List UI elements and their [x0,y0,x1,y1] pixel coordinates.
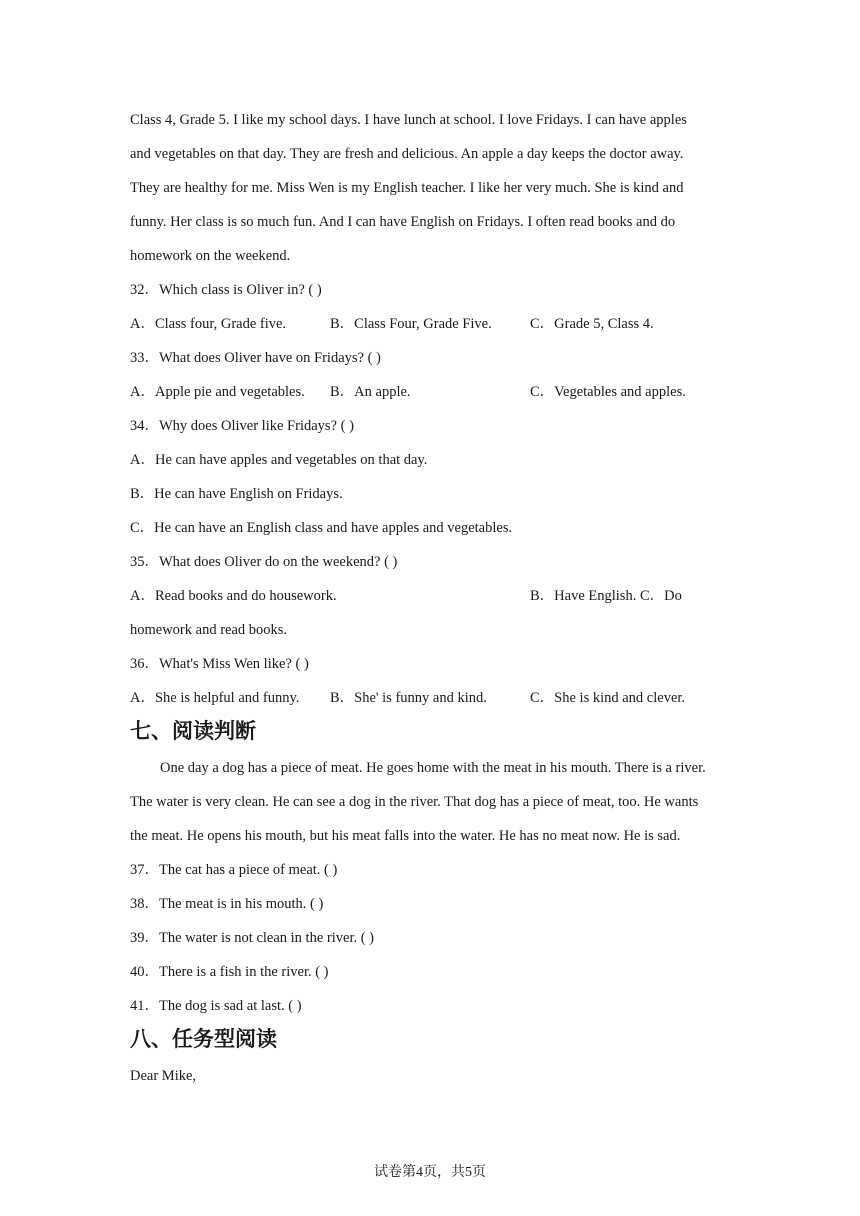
option-a: A．Class four, Grade five. [130,316,287,332]
section-8-heading: 八、任务型阅读 [130,1027,277,1051]
section-7-heading: 七、阅读判断 [130,719,256,743]
passage-line: the meat. He opens his mouth, but his meat falls into the water. He has no meat now. He is sad. [130,828,681,844]
option-a: A．Read books and do housework. [130,588,337,604]
option-b-c: B．Have English. C．Do [530,588,682,604]
question-36: 36．What's Miss Wen like? ( ) [130,656,309,672]
passage-line: One day a dog has a piece of meat. He goes home with the meat in his mouth. There is a river. [160,760,706,776]
question-40: 40．There is a fish in the river. ( ) [130,964,329,980]
option-a: A．She is helpful and funny. [130,690,300,706]
question-32: 32．Which class is Oliver in? ( ) [130,282,322,298]
option-a: A．He can have apples and vegetables on that day. [130,452,428,468]
option-c: C．She is kind and clever. [530,690,686,706]
question-33-options [130,382,770,416]
passage-line: and vegetables on that day. They are fresh and delicious. An apple a day keeps the doctor away. [130,146,684,162]
passage-line: funny. Her class is so much fun. And I can have English on Fridays. I often read books and do [130,214,676,230]
exam-page [130,110,770,1100]
question-35-options [130,586,770,620]
option-b: B．She' is funny and kind. [330,690,487,706]
question-41: 41．The dog is sad at last. ( ) [130,998,302,1014]
question-35: 35．What does Oliver do on the weekend? ( ) [130,554,398,570]
question-39: 39．The water is not clean in the river. ( ) [130,930,375,946]
passage-line: They are healthy for me. Miss Wen is my English teacher. I like her very much. She is kind and [130,180,684,196]
passage-line: homework on the weekend. [130,248,291,264]
option-a: A．Apple pie and vegetables. [130,384,305,400]
question-33: 33．What does Oliver have on Fridays? ( ) [130,350,381,366]
question-32-options [130,314,770,348]
option-c: C．He can have an English class and have apples and vegetables. [130,520,513,536]
passage-line: Class 4, Grade 5. I like my school days. I have lunch at school. I love Fridays. I can have apples [130,112,687,128]
option-b: B．Class Four, Grade Five. [330,316,492,332]
option-c: C．Vegetables and apples. [530,384,686,400]
page-footer: 试卷第4页，共5页 [374,1165,486,1180]
option-c-continued: homework and read books. [130,622,288,638]
letter-greeting: Dear Mike, [130,1068,197,1084]
question-37: 37．The cat has a piece of meat. ( ) [130,862,338,878]
option-b: B．He can have English on Fridays. [130,486,343,502]
option-c: C．Grade 5, Class 4. [530,316,654,332]
question-34: 34．Why does Oliver like Fridays? ( ) [130,418,354,434]
option-b: B．An apple. [330,384,411,400]
question-38: 38．The meat is in his mouth. ( ) [130,896,324,912]
passage-line: The water is very clean. He can see a dog in the river. That dog has a piece of meat, too. He wants [130,794,699,810]
